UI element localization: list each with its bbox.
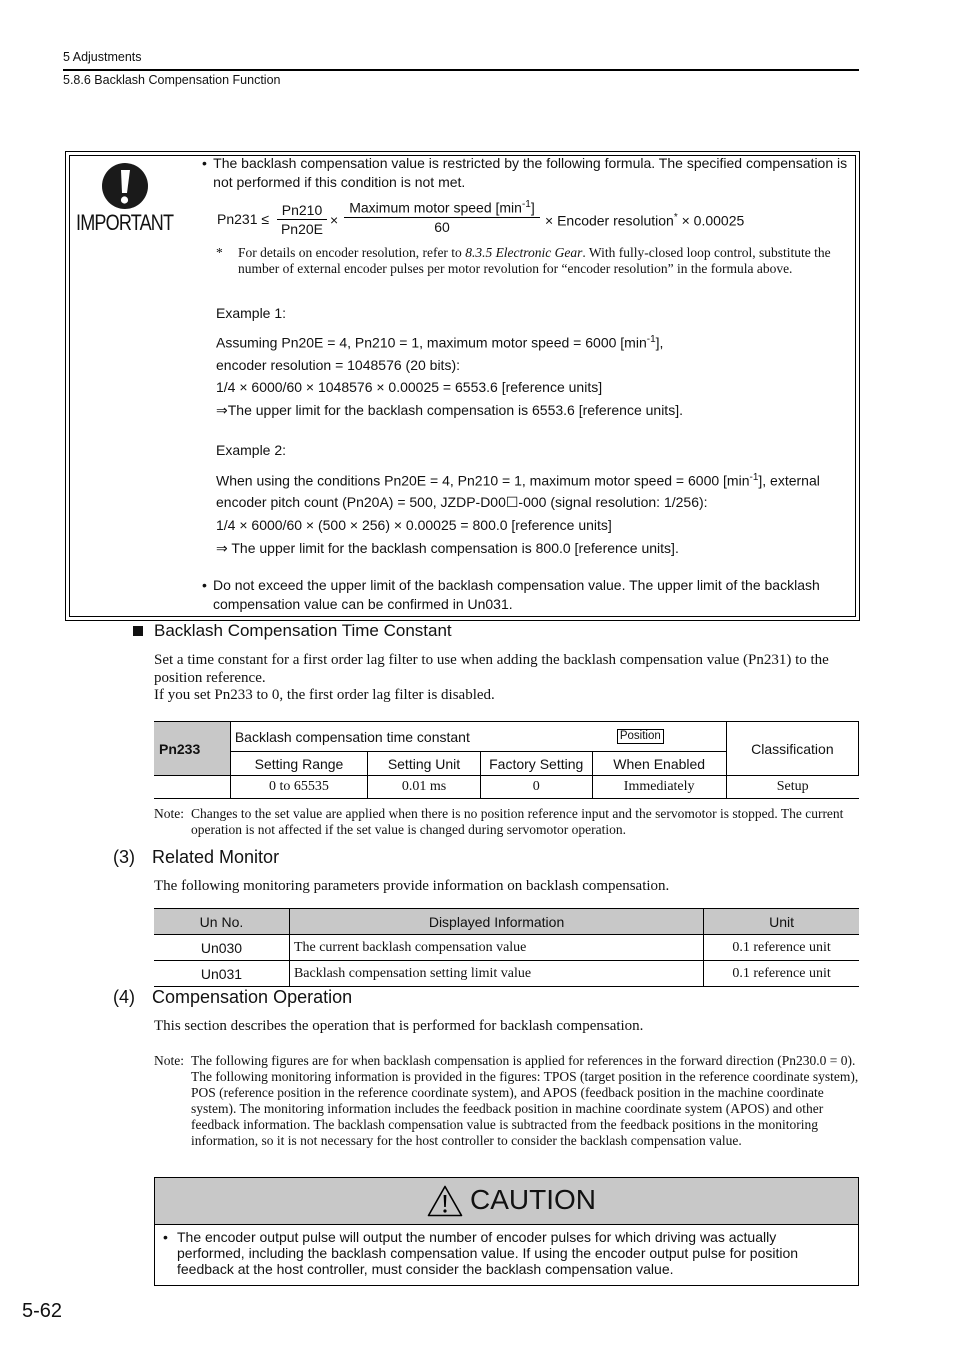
bullet-1-text: The backlash compensation value is restricted by the following formula. The specified compensation is not performed if this condition is not met. <box>213 155 848 190</box>
heading-number: (3) <box>113 847 135 867</box>
warning-triangle-icon <box>427 1185 463 1217</box>
example-1-line-1: Assuming Pn20E = 4, Pn210 = 1, maximum motor speed = 6000 $[\min^{-1}]$, <box>216 333 664 351</box>
chapter-header: 5 Adjustments <box>63 50 142 64</box>
example-2-line-2: encoder pitch count (Pn20A) = 500, JZDP-D00☐-000 (signal resolution: 1/256): <box>216 493 708 510</box>
fraction-2-denominator: 60 <box>434 218 450 235</box>
param-number: Pn233 <box>154 722 230 776</box>
exclamation-icon <box>101 162 149 210</box>
header-factory-setting: Factory Setting <box>480 752 592 776</box>
header-setting-range: Setting Range <box>230 752 367 776</box>
example-2-line-4: ⇒ The upper limit for the backlash compensation is 800.0 [reference units]. <box>216 539 679 556</box>
caution-box <box>154 1177 859 1286</box>
formula <box>217 199 837 242</box>
formula-fraction-1 <box>277 202 327 237</box>
example-2-title: Example 2: <box>216 442 287 458</box>
formula-footnote <box>216 245 856 277</box>
formula-fraction-2 <box>344 199 540 235</box>
footnote-marker: * <box>216 245 223 260</box>
monitor-table <box>154 908 859 987</box>
table-row <box>154 935 859 961</box>
note-text: Changes to the set value are applied when there is no position reference input and the servomotor is stopped. The current operation is not affected if the set value is changed during servomotor operation. <box>191 806 844 837</box>
important-label: IMPORTANT <box>76 210 174 235</box>
time-constant-para-1: Set a time constant for a first order lag filter to use when adding the backlash compensation value (Pn231) to the position reference. <box>154 652 829 686</box>
unit: 0.1 reference unit <box>704 961 859 987</box>
heading-number: (4) <box>113 987 135 1007</box>
value-setting-range: 0 to 65535 <box>230 776 367 799</box>
example-2-line-3: 1/4 × 6000/60 × (500 × 256) × 0.00025 = 800.0 [reference units] <box>216 516 612 533</box>
compensation-operation-heading <box>113 987 352 1008</box>
fraction-1-numerator: Pn210 <box>277 202 327 220</box>
related-monitor-heading <box>113 847 279 868</box>
heading-text: Related Monitor <box>152 847 280 867</box>
header-setting-unit: Setting Unit <box>368 752 481 776</box>
bullet-dot: • <box>202 155 207 171</box>
time-constant-paragraph <box>154 652 859 705</box>
unit: 0.1 reference unit <box>704 935 859 961</box>
empty-cell <box>154 776 230 799</box>
caution-header <box>155 1178 858 1225</box>
time-constant-heading: Backlash Compensation Time Constant <box>154 621 452 640</box>
un-number: Un030 <box>154 935 289 961</box>
fraction-1-denominator: Pn20E <box>280 221 324 237</box>
example-1 <box>216 302 846 421</box>
note-prefix: Note: <box>154 806 184 821</box>
note-text: The following figures are for when backlash compensation is applied for references in the forward direction (Pn230.0 = 0). The following monitoring information is provided in the figures: TPOS (target position in the reference coordinate system), POS (reference position in the reference coordinate system), and APOS (feedback position in the machine coordinate system). The monitoring information includes the feedback position in machine coordinate system (APOS) and other feedback information. The backlash compensation value is subtracted from the feedback positions in the monitoring information, so it is not necessary for the host controller to consider the backlash compensation value. <box>191 1053 859 1148</box>
section-header: 5.8.6 Backlash Compensation Function <box>63 73 281 87</box>
formula-lhs: Pn231 ≤ <box>217 211 270 227</box>
param-name: Backlash compensation time constant <box>234 728 470 745</box>
pn233-table <box>154 721 859 799</box>
example-1-line-3: 1/4 × 6000/60 × 1048576 × 0.00025 = 6553.6 [reference units] <box>216 379 603 396</box>
square-bullet-icon <box>133 626 143 636</box>
example-1-title: Example 1: <box>216 305 287 321</box>
value-when-enabled: Immediately <box>592 776 726 799</box>
header-unit: Unit <box>704 909 859 935</box>
value-factory-setting: 0 <box>480 776 592 799</box>
footnote-text: For details on encoder resolution, refer to 8.3.5 Electronic Gear. With fully-closed loop control, substitute the number of external encoder pulses per motor revolution for “encoder resolution” in the formula above. <box>238 245 831 276</box>
example-1-line-4: ⇒The upper limit for the backlash compensation is 6553.6 [reference units]. <box>216 401 683 418</box>
un-number: Un031 <box>154 961 289 987</box>
example-2-line-1: When using the conditions Pn20E = 4, Pn210 = 1, maximum motor speed = 6000 $[\min^{-1}]$, external <box>216 472 820 489</box>
header-when-enabled: When Enabled <box>592 752 726 776</box>
position-badge: Position <box>617 729 664 744</box>
times-sign: × <box>330 212 339 228</box>
table-row <box>154 961 859 987</box>
compensation-operation-paragraph: This section describes the operation that is performed for backlash compensation. <box>154 1018 644 1034</box>
header-un-no: Un No. <box>154 909 289 935</box>
related-monitor-paragraph: The following monitoring parameters provide information on backlash compensation. <box>154 878 670 894</box>
value-classification: Setup <box>726 776 858 799</box>
bullet-2-text: Do not exceed the upper limit of the backlash compensation value. The upper limit of the backlash compensation value can be confirmed in Un031. <box>213 577 820 612</box>
caution-title: CAUTION <box>470 1184 596 1215</box>
displayed-info: Backlash compensation setting limit value <box>289 961 703 987</box>
value-setting-unit: 0.01 ms <box>368 776 481 799</box>
classification-header: Classification <box>726 722 858 776</box>
example-1-line-2: encoder resolution = 1048576 (20 bits): <box>216 356 460 373</box>
header-displayed-info: Displayed Information <box>289 909 703 935</box>
bullet-dot: • <box>202 577 207 593</box>
bullet-dot: • <box>163 1229 168 1245</box>
heading-text: Compensation Operation <box>152 987 353 1007</box>
formula-tail: × Encoder resolution* × 0.00025 <box>545 212 745 229</box>
param-name-cell <box>230 722 726 752</box>
time-constant-para-2: If you set Pn233 to 0, the first order lag filter is disabled. <box>154 687 495 703</box>
example-2 <box>216 440 856 559</box>
important-bullet-2 <box>202 576 852 614</box>
caution-body <box>163 1229 843 1277</box>
compensation-operation-note <box>154 1053 860 1149</box>
displayed-info: The current backlash compensation value <box>289 935 703 961</box>
page-number: 5-62 <box>22 1300 63 1322</box>
caution-text: The encoder output pulse will output the number of encoder pulses for which driving was actually performed, including the backlash compensation value. If using the encoder output pulse for position feedback at the host controller, must consider the backlash compensation value. <box>177 1229 799 1277</box>
time-constant-note <box>154 806 860 838</box>
fraction-2-numerator: Maximum motor speed $[\min^{-1}]$ <box>344 199 540 218</box>
important-bullet-1 <box>202 154 852 192</box>
header-rule <box>63 69 859 71</box>
note-prefix: Note: <box>154 1053 184 1068</box>
